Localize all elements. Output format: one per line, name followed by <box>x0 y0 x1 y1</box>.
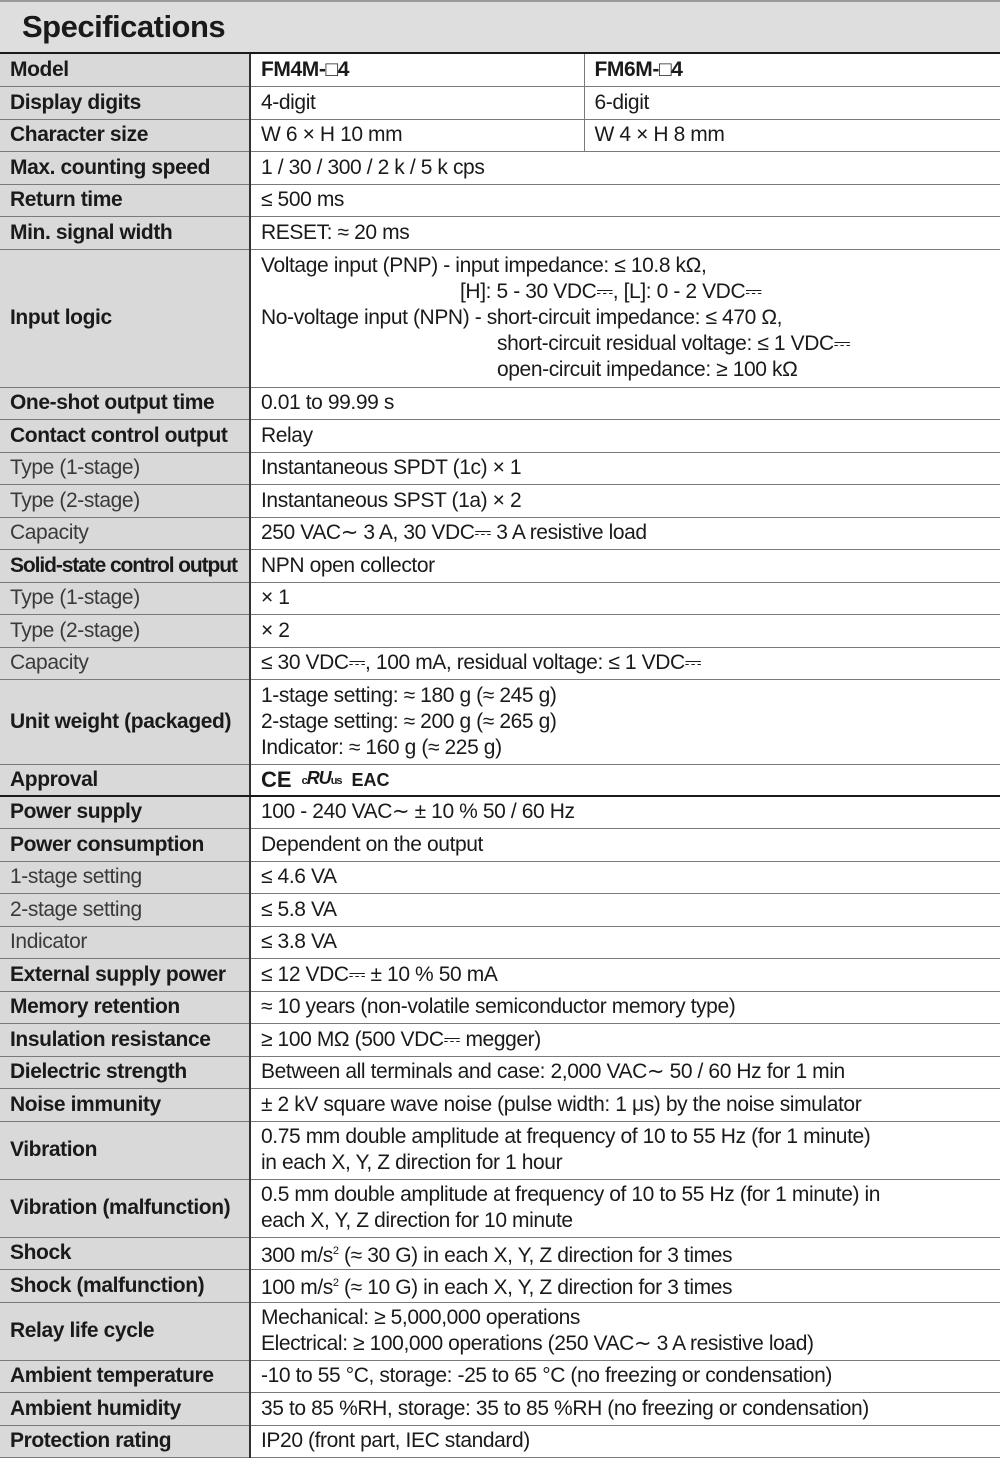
table-row <box>0 387 1000 419</box>
row-value: × 2 <box>250 614 1000 647</box>
row-label: Power consumption <box>0 828 250 861</box>
row-value: ≈ 10 years (non-volatile semiconductor memory type) <box>250 991 1000 1023</box>
page-header <box>0 0 1000 54</box>
table-row <box>0 1179 1000 1237</box>
ul-mark-icon: cRUus <box>301 768 342 789</box>
table-row <box>0 796 1000 828</box>
table-row <box>0 1121 1000 1179</box>
table-row <box>0 184 1000 216</box>
row-value: 0.01 to 99.99 s <box>250 387 1000 419</box>
table-row <box>0 1392 1000 1425</box>
row-label: Capacity <box>0 647 250 679</box>
row-label: Capacity <box>0 517 250 549</box>
table-row <box>0 764 1000 796</box>
table-row <box>0 249 1000 387</box>
row-label: Insulation resistance <box>0 1023 250 1056</box>
row-value: RESET: ≈ 20 ms <box>250 216 1000 249</box>
row-value: 35 to 85 %RH, storage: 35 to 85 %RH (no freezing or condensation) <box>250 1392 1000 1425</box>
table-row <box>0 216 1000 249</box>
text-line: 0.75 mm double amplitude at frequency of 10 to 55 Hz (for 1 minute) <box>261 1125 871 1148</box>
table-row <box>0 614 1000 647</box>
specifications-table <box>0 54 1000 1458</box>
row-value: Dependent on the output <box>250 828 1000 861</box>
text-line: open-circuit impedance: ≥ 100 kΩ <box>497 358 798 381</box>
row-label: Protection rating <box>0 1425 250 1457</box>
unit-weight-value <box>250 679 1000 764</box>
vibration-value <box>250 1121 1000 1179</box>
table-row <box>0 582 1000 614</box>
table-row <box>0 1237 1000 1269</box>
table-row <box>0 1056 1000 1088</box>
table-row <box>0 1360 1000 1392</box>
row-label: Noise immunity <box>0 1088 250 1121</box>
row-label: Type (1-stage) <box>0 582 250 614</box>
row-value: Instantaneous SPST (1a) × 2 <box>250 484 1000 517</box>
row-label: Type (2-stage) <box>0 484 250 517</box>
table-row <box>0 958 1000 991</box>
row-label: Ambient humidity <box>0 1392 250 1425</box>
text-line: 1-stage setting: ≈ 180 g (≈ 245 g) <box>261 683 557 707</box>
row-value: Relay <box>250 419 1000 452</box>
table-row <box>0 119 1000 151</box>
row-value: Instantaneous SPDT (1c) × 1 <box>250 452 1000 484</box>
text-line: Electrical: ≥ 100,000 operations (250 VAC∼ 3 A resistive load) <box>261 1332 814 1355</box>
table-row <box>0 452 1000 484</box>
row-label: Solid-state control output <box>0 549 250 582</box>
table-row <box>0 1023 1000 1056</box>
row-value: -10 to 55 °C, storage: -25 to 65 °C (no freezing or condensation) <box>250 1360 1000 1392</box>
row-label: Relay life cycle <box>0 1302 250 1360</box>
row-value: W 6 × H 10 mm <box>250 119 584 151</box>
row-value: 4-digit <box>250 86 584 119</box>
table-row <box>0 1302 1000 1360</box>
row-label: Type (1-stage) <box>0 452 250 484</box>
row-label: External supply power <box>0 958 250 991</box>
row-value: NPN open collector <box>250 549 1000 582</box>
ce-mark-icon: CE <box>261 766 292 792</box>
vibration-malfunction-value <box>250 1179 1000 1237</box>
row-label: Unit weight (packaged) <box>0 679 250 764</box>
row-value: 100 - 240 VAC∼ ± 10 % 50 / 60 Hz <box>250 796 1000 828</box>
table-row <box>0 1425 1000 1457</box>
row-label: Shock <box>0 1237 250 1269</box>
table-row <box>0 861 1000 893</box>
row-value: ≥ 100 MΩ (500 VDC⎓ megger) <box>250 1023 1000 1056</box>
row-value: ± 2 kV square wave noise (pulse width: 1 μs) by the noise simulator <box>250 1088 1000 1121</box>
row-value: × 1 <box>250 582 1000 614</box>
shock-malfunction-value: 100 $m/s^2$ (≈ 10 G) in each X, Y, Z direction for 3 times <box>250 1269 1000 1302</box>
text-line: No-voltage input (NPN) - short-circuit impedance: ≤ 470 Ω, <box>261 306 783 329</box>
row-label: Approval <box>0 764 250 796</box>
table-row <box>0 1269 1000 1302</box>
table-row <box>0 54 1000 86</box>
text-line: short-circuit residual voltage: ≤ 1 VDC⎓ <box>497 332 851 355</box>
row-label: Contact control output <box>0 419 250 452</box>
table-row <box>0 893 1000 926</box>
text-line: [H]: 5 - 30 VDC⎓, [L]: 0 - 2 VDC⎓ <box>460 280 762 303</box>
page-title: Specifications <box>22 9 226 44</box>
row-value: ≤ 12 VDC⎓ ± 10 % 50 mA <box>250 958 1000 991</box>
row-value: 1 / 30 / 300 / 2 k / 5 k cps <box>250 151 1000 184</box>
table-row <box>0 86 1000 119</box>
row-label: Indicator <box>0 926 250 958</box>
eac-mark-icon: EAC <box>351 769 390 790</box>
table-row <box>0 419 1000 452</box>
row-label: Dielectric strength <box>0 1056 250 1088</box>
table-row <box>0 926 1000 958</box>
row-label: 2-stage setting <box>0 893 250 926</box>
text-line: Mechanical: ≥ 5,000,000 operations <box>261 1306 580 1329</box>
row-label: Input logic <box>0 249 250 387</box>
model-fm4m: FM4M-□4 <box>250 54 584 86</box>
model-fm6m: FM6M-□4 <box>584 54 1000 86</box>
shock-value: 300 $m/s^2$ (≈ 30 G) in each X, Y, Z direction for 3 times <box>250 1237 1000 1269</box>
table-row <box>0 828 1000 861</box>
text-line: 2-stage setting: ≈ 200 g (≈ 265 g) <box>261 709 557 733</box>
input-logic-value <box>250 249 1000 387</box>
row-label: 1-stage setting <box>0 861 250 893</box>
row-value: 6-digit <box>584 86 1000 119</box>
row-label: Model <box>0 54 250 86</box>
row-label: Vibration <box>0 1121 250 1179</box>
row-value: ≤ 3.8 VA <box>250 926 1000 958</box>
table-row <box>0 1088 1000 1121</box>
row-label: Max. counting speed <box>0 151 250 184</box>
row-value: 250 VAC∼ 3 A, 30 VDC⎓ 3 A resistive load <box>250 517 1000 549</box>
row-value: ≤ 4.6 VA <box>250 861 1000 893</box>
table-row <box>0 517 1000 549</box>
row-label: Character size <box>0 119 250 151</box>
table-row <box>0 549 1000 582</box>
text-line: Voltage input (PNP) - input impedance: ≤ 10.8 kΩ, <box>261 254 707 277</box>
row-label: Type (2-stage) <box>0 614 250 647</box>
table-row <box>0 679 1000 764</box>
row-value: Between all terminals and case: 2,000 VAC∼ 50 / 60 Hz for 1 min <box>250 1056 1000 1088</box>
row-value: ≤ 5.8 VA <box>250 893 1000 926</box>
text-line: 0.5 mm double amplitude at frequency of 10 to 55 Hz (for 1 minute) in <box>261 1183 881 1206</box>
row-label: Return time <box>0 184 250 216</box>
row-label: Min. signal width <box>0 216 250 249</box>
text-line: each X, Y, Z direction for 10 minute <box>261 1209 573 1232</box>
row-label: One-shot output time <box>0 387 250 419</box>
row-label: Power supply <box>0 796 250 828</box>
table-row <box>0 484 1000 517</box>
row-value: W 4 × H 8 mm <box>584 119 1000 151</box>
text-line: Indicator: ≈ 160 g (≈ 225 g) <box>261 735 502 759</box>
row-value: ≤ 30 VDC⎓, 100 mA, residual voltage: ≤ 1 VDC⎓ <box>250 647 1000 679</box>
relay-life-value <box>250 1302 1000 1360</box>
row-label: Vibration (malfunction) <box>0 1179 250 1237</box>
approval-marks <box>250 764 1000 796</box>
table-row <box>0 647 1000 679</box>
row-label: Memory retention <box>0 991 250 1023</box>
row-value: IP20 (front part, IEC standard) <box>250 1425 1000 1457</box>
table-row <box>0 991 1000 1023</box>
row-label: Display digits <box>0 86 250 119</box>
row-label: Ambient temperature <box>0 1360 250 1392</box>
row-value: ≤ 500 ms <box>250 184 1000 216</box>
text-line: in each X, Y, Z direction for 1 hour <box>261 1151 563 1174</box>
table-row <box>0 151 1000 184</box>
row-label: Shock (malfunction) <box>0 1269 250 1302</box>
